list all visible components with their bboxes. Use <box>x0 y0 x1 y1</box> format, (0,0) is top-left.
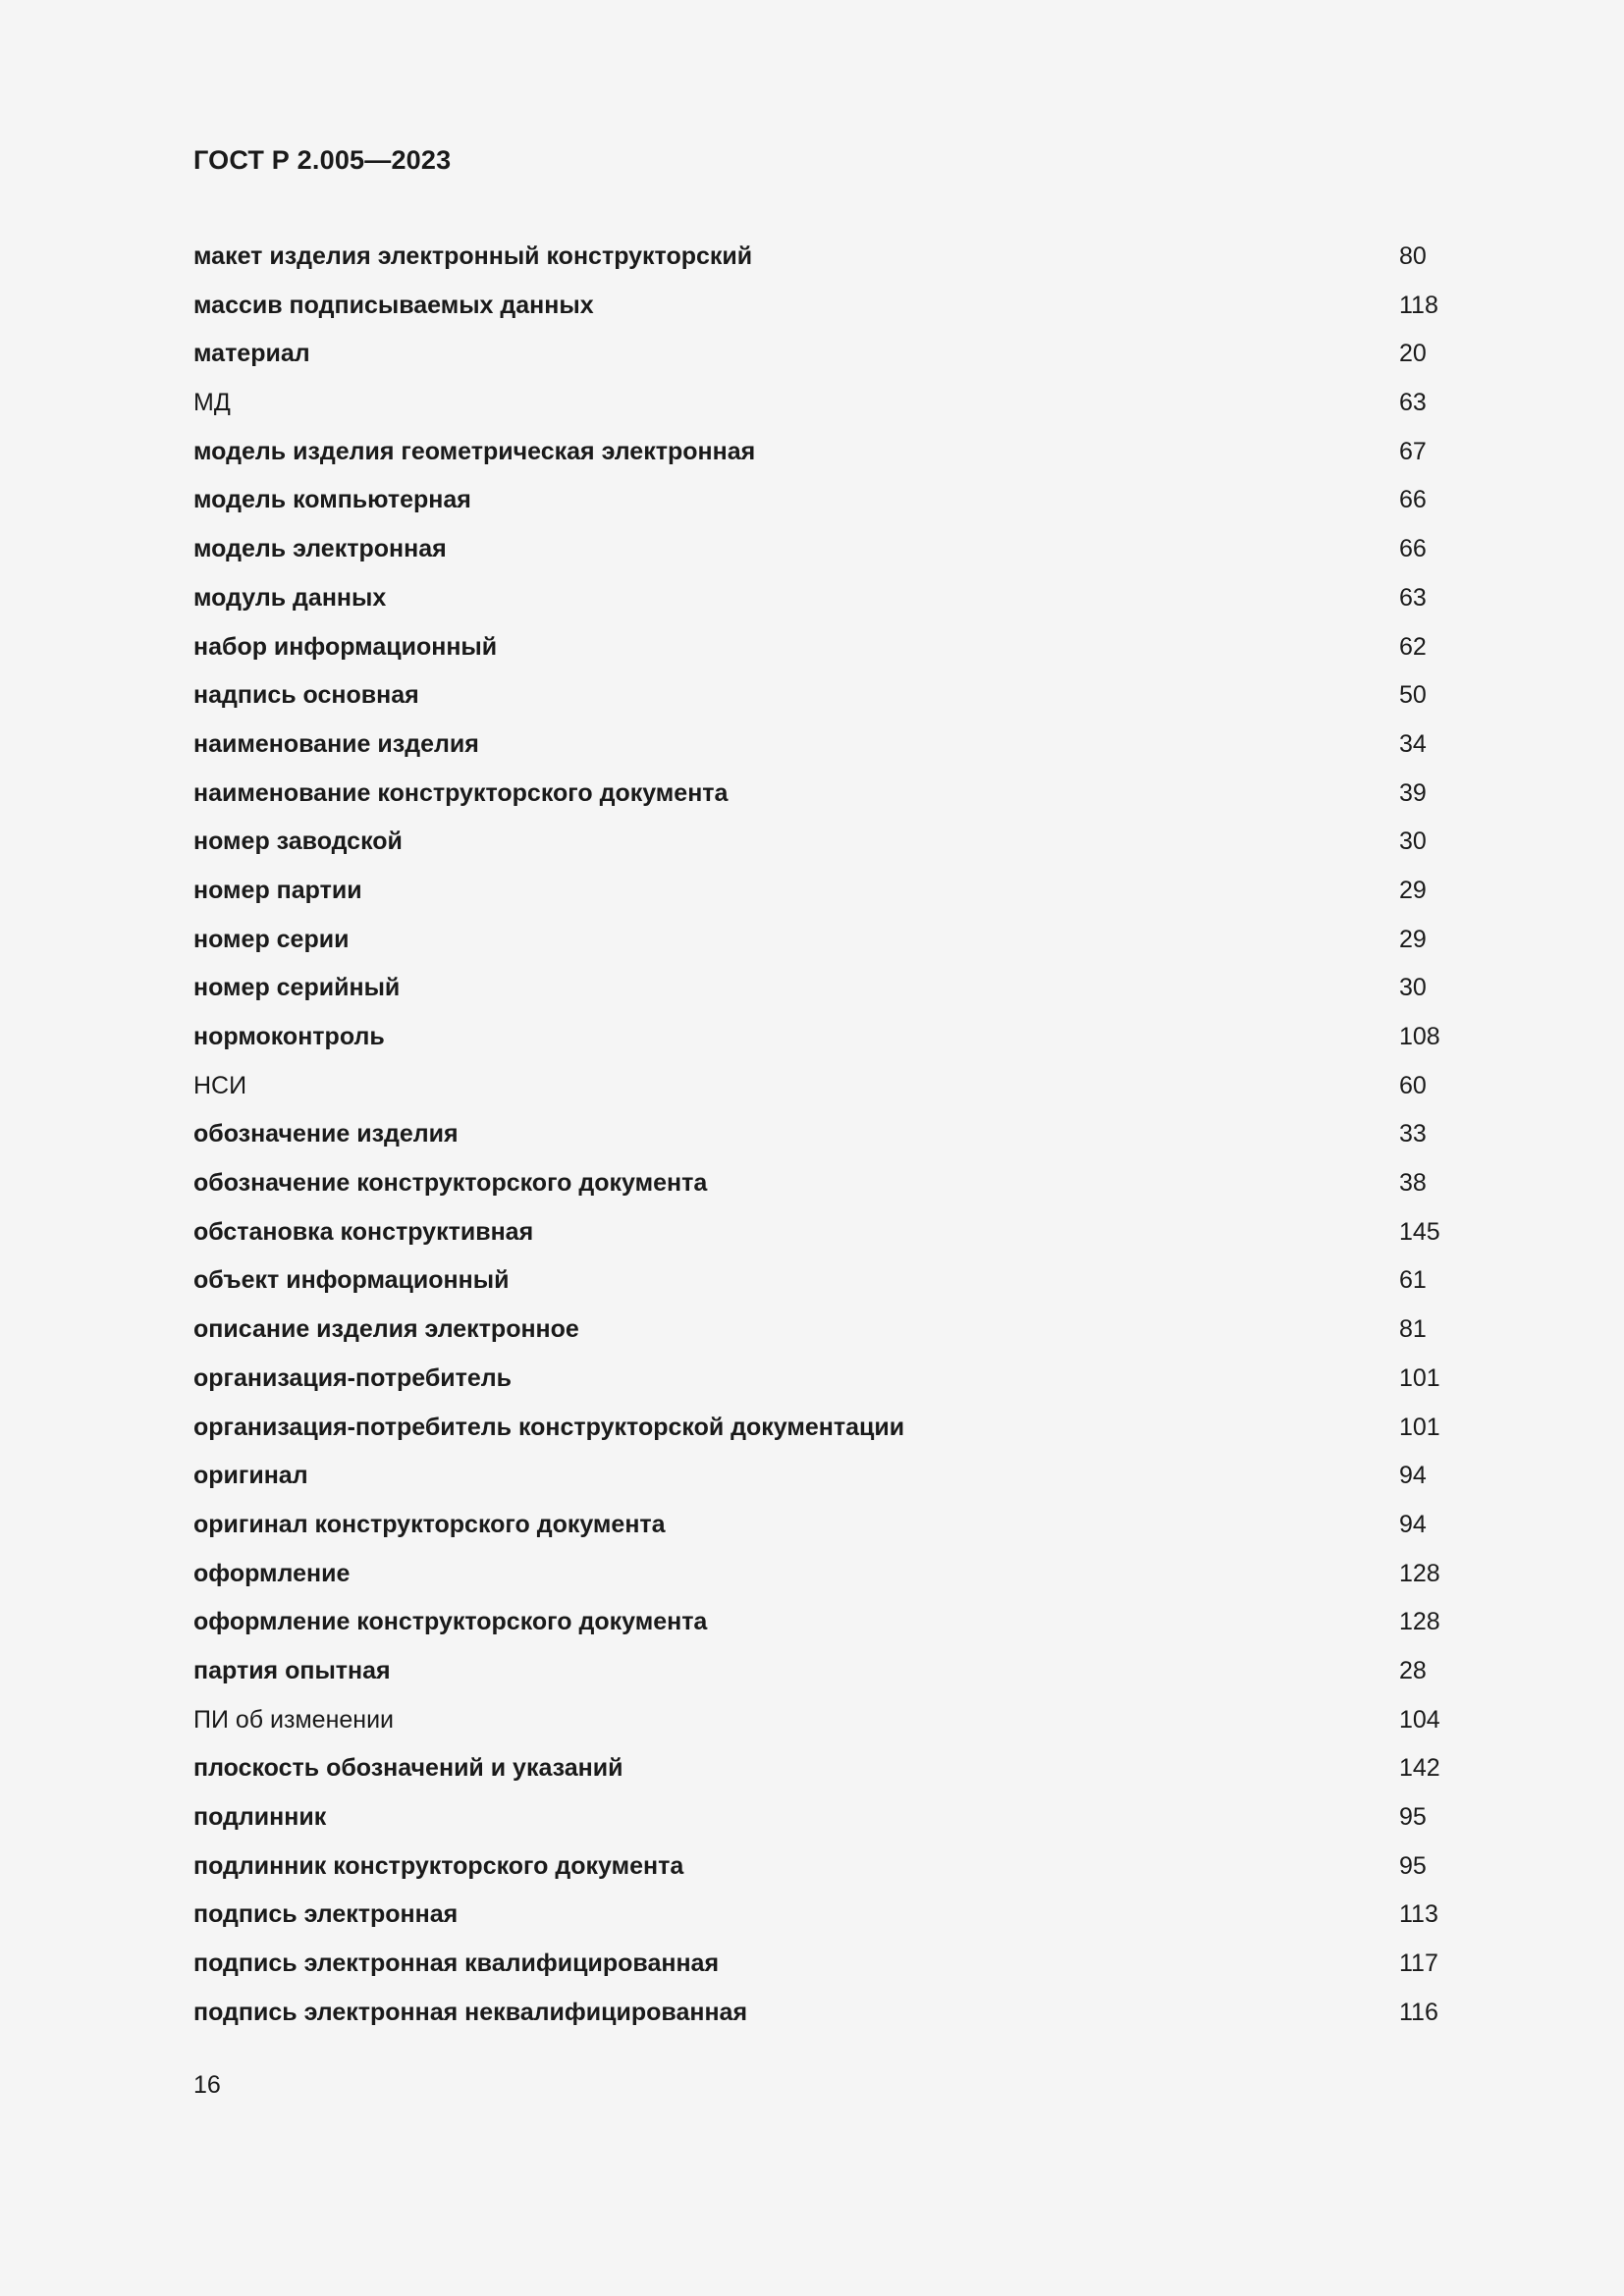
index-page-ref: 60 <box>1399 1071 1427 1099</box>
index-term: оригинал конструкторского документа <box>193 1510 666 1538</box>
alphabetical-index <box>193 236 1450 2040</box>
index-term: макет изделия электронный конструкторский <box>193 242 753 270</box>
index-term: надпись основная <box>193 681 419 710</box>
index-entry <box>193 1065 1450 1114</box>
index-entry <box>193 1113 1450 1162</box>
index-entry <box>193 1845 1450 1895</box>
index-term: НСИ <box>193 1071 247 1099</box>
index-term: нормоконтроль <box>193 1023 385 1050</box>
index-entry <box>193 870 1450 919</box>
index-page-ref: 94 <box>1399 1510 1427 1538</box>
index-entry <box>193 333 1450 382</box>
index-page-ref: 66 <box>1399 535 1427 563</box>
index-term: оформление конструкторского документа <box>193 1608 708 1636</box>
index-term: описание изделия электронное <box>193 1315 579 1344</box>
index-term: модель электронная <box>193 535 447 563</box>
index-term: модуль данных <box>193 583 387 612</box>
index-page-ref: 50 <box>1399 681 1427 710</box>
index-entry <box>193 431 1450 480</box>
index-page-ref: 39 <box>1399 778 1427 807</box>
index-term: номер заводской <box>193 828 403 856</box>
index-entry <box>193 1553 1450 1602</box>
index-page-ref: 128 <box>1399 1608 1440 1636</box>
index-term: плоскость обозначений и указаний <box>193 1754 623 1783</box>
index-entry <box>193 1211 1450 1260</box>
index-term: модель изделия геометрическая электронная <box>193 437 756 465</box>
index-page-ref: 29 <box>1399 876 1427 904</box>
index-term: партия опытная <box>193 1656 391 1684</box>
index-page-ref: 61 <box>1399 1266 1427 1295</box>
index-page-ref: 67 <box>1399 437 1427 465</box>
index-term: организация-потребитель <box>193 1363 513 1392</box>
index-entry <box>193 1601 1450 1650</box>
index-entry <box>193 967 1450 1016</box>
index-page-ref: 81 <box>1399 1315 1427 1344</box>
index-term: подпись электронная неквалифицированная <box>193 1998 748 2026</box>
index-page-ref: 101 <box>1399 1363 1440 1392</box>
index-page-ref: 113 <box>1399 1900 1438 1929</box>
index-term: материал <box>193 340 310 368</box>
index-entry <box>193 1650 1450 1699</box>
index-entry <box>193 1796 1450 1845</box>
index-page-ref: 28 <box>1399 1656 1427 1684</box>
index-entry <box>193 1747 1450 1796</box>
index-page-ref: 145 <box>1399 1217 1440 1246</box>
index-entry <box>193 773 1450 822</box>
index-page-ref: 30 <box>1399 974 1427 1002</box>
index-entry <box>193 723 1450 773</box>
index-page-ref: 142 <box>1399 1754 1440 1783</box>
index-page-ref: 30 <box>1399 828 1427 856</box>
index-page-ref: 104 <box>1399 1705 1440 1734</box>
index-entry <box>193 1407 1450 1456</box>
index-entry <box>193 1699 1450 1748</box>
index-term: подлинник <box>193 1803 327 1831</box>
index-term: ПИ об изменении <box>193 1705 395 1734</box>
index-term: оформление <box>193 1559 351 1587</box>
index-page-ref: 116 <box>1399 1998 1438 2026</box>
index-term: модель компьютерная <box>193 486 471 514</box>
index-term: подпись электронная квалифицированная <box>193 1949 720 1978</box>
index-page-ref: 95 <box>1399 1851 1427 1880</box>
index-page-ref: 94 <box>1399 1462 1427 1490</box>
index-page-ref: 38 <box>1399 1169 1427 1198</box>
index-term: обозначение изделия <box>193 1120 459 1148</box>
index-entry <box>193 528 1450 577</box>
index-term: набор информационный <box>193 632 498 661</box>
index-entry <box>193 577 1450 626</box>
index-page-ref: 20 <box>1399 340 1427 368</box>
index-term: обстановка конструктивная <box>193 1217 534 1246</box>
index-page-ref: 80 <box>1399 242 1427 270</box>
index-page-ref: 108 <box>1399 1023 1440 1050</box>
index-page-ref: 33 <box>1399 1120 1427 1148</box>
index-entry <box>193 1504 1450 1553</box>
index-term: номер серии <box>193 925 350 953</box>
index-entry <box>193 1016 1450 1065</box>
index-page-ref: 118 <box>1399 291 1438 319</box>
index-entry <box>193 674 1450 723</box>
index-term: подлинник конструкторского документа <box>193 1851 684 1880</box>
index-page-ref: 29 <box>1399 925 1427 953</box>
index-entry <box>193 479 1450 528</box>
index-term: МД <box>193 389 231 417</box>
index-page-ref: 95 <box>1399 1803 1427 1831</box>
index-page-ref: 101 <box>1399 1413 1440 1441</box>
index-term: объект информационный <box>193 1266 510 1295</box>
index-page-ref: 63 <box>1399 583 1427 612</box>
index-entry <box>193 382 1450 431</box>
index-entry <box>193 919 1450 968</box>
index-term: подпись электронная <box>193 1900 459 1929</box>
index-entry <box>193 285 1450 334</box>
index-term: обозначение конструкторского документа <box>193 1169 708 1198</box>
index-page-ref: 117 <box>1399 1949 1438 1978</box>
index-page-ref: 62 <box>1399 632 1427 661</box>
index-entry <box>193 1455 1450 1504</box>
page-number: 16 <box>193 2071 221 2099</box>
index-term: массив подписываемых данных <box>193 291 594 319</box>
index-term: номер партии <box>193 876 362 904</box>
index-page-ref: 128 <box>1399 1559 1440 1587</box>
index-entry <box>193 1943 1450 1992</box>
index-page-ref: 34 <box>1399 729 1427 758</box>
index-page-ref: 63 <box>1399 389 1427 417</box>
index-term: наименование конструкторского документа <box>193 778 729 807</box>
index-entry <box>193 1162 1450 1211</box>
index-page-ref: 66 <box>1399 486 1427 514</box>
index-entry <box>193 1894 1450 1943</box>
index-entry <box>193 821 1450 870</box>
index-term: наименование изделия <box>193 729 479 758</box>
index-entry <box>193 1259 1450 1308</box>
index-term: организация-потребитель конструкторской документации <box>193 1413 905 1441</box>
index-entry <box>193 626 1450 675</box>
index-term: номер серийный <box>193 974 401 1002</box>
index-entry <box>193 236 1450 285</box>
document-header: ГОСТ Р 2.005—2023 <box>193 145 452 175</box>
index-entry <box>193 1992 1450 2041</box>
index-entry <box>193 1358 1450 1407</box>
index-term: оригинал <box>193 1462 308 1490</box>
index-entry <box>193 1308 1450 1358</box>
